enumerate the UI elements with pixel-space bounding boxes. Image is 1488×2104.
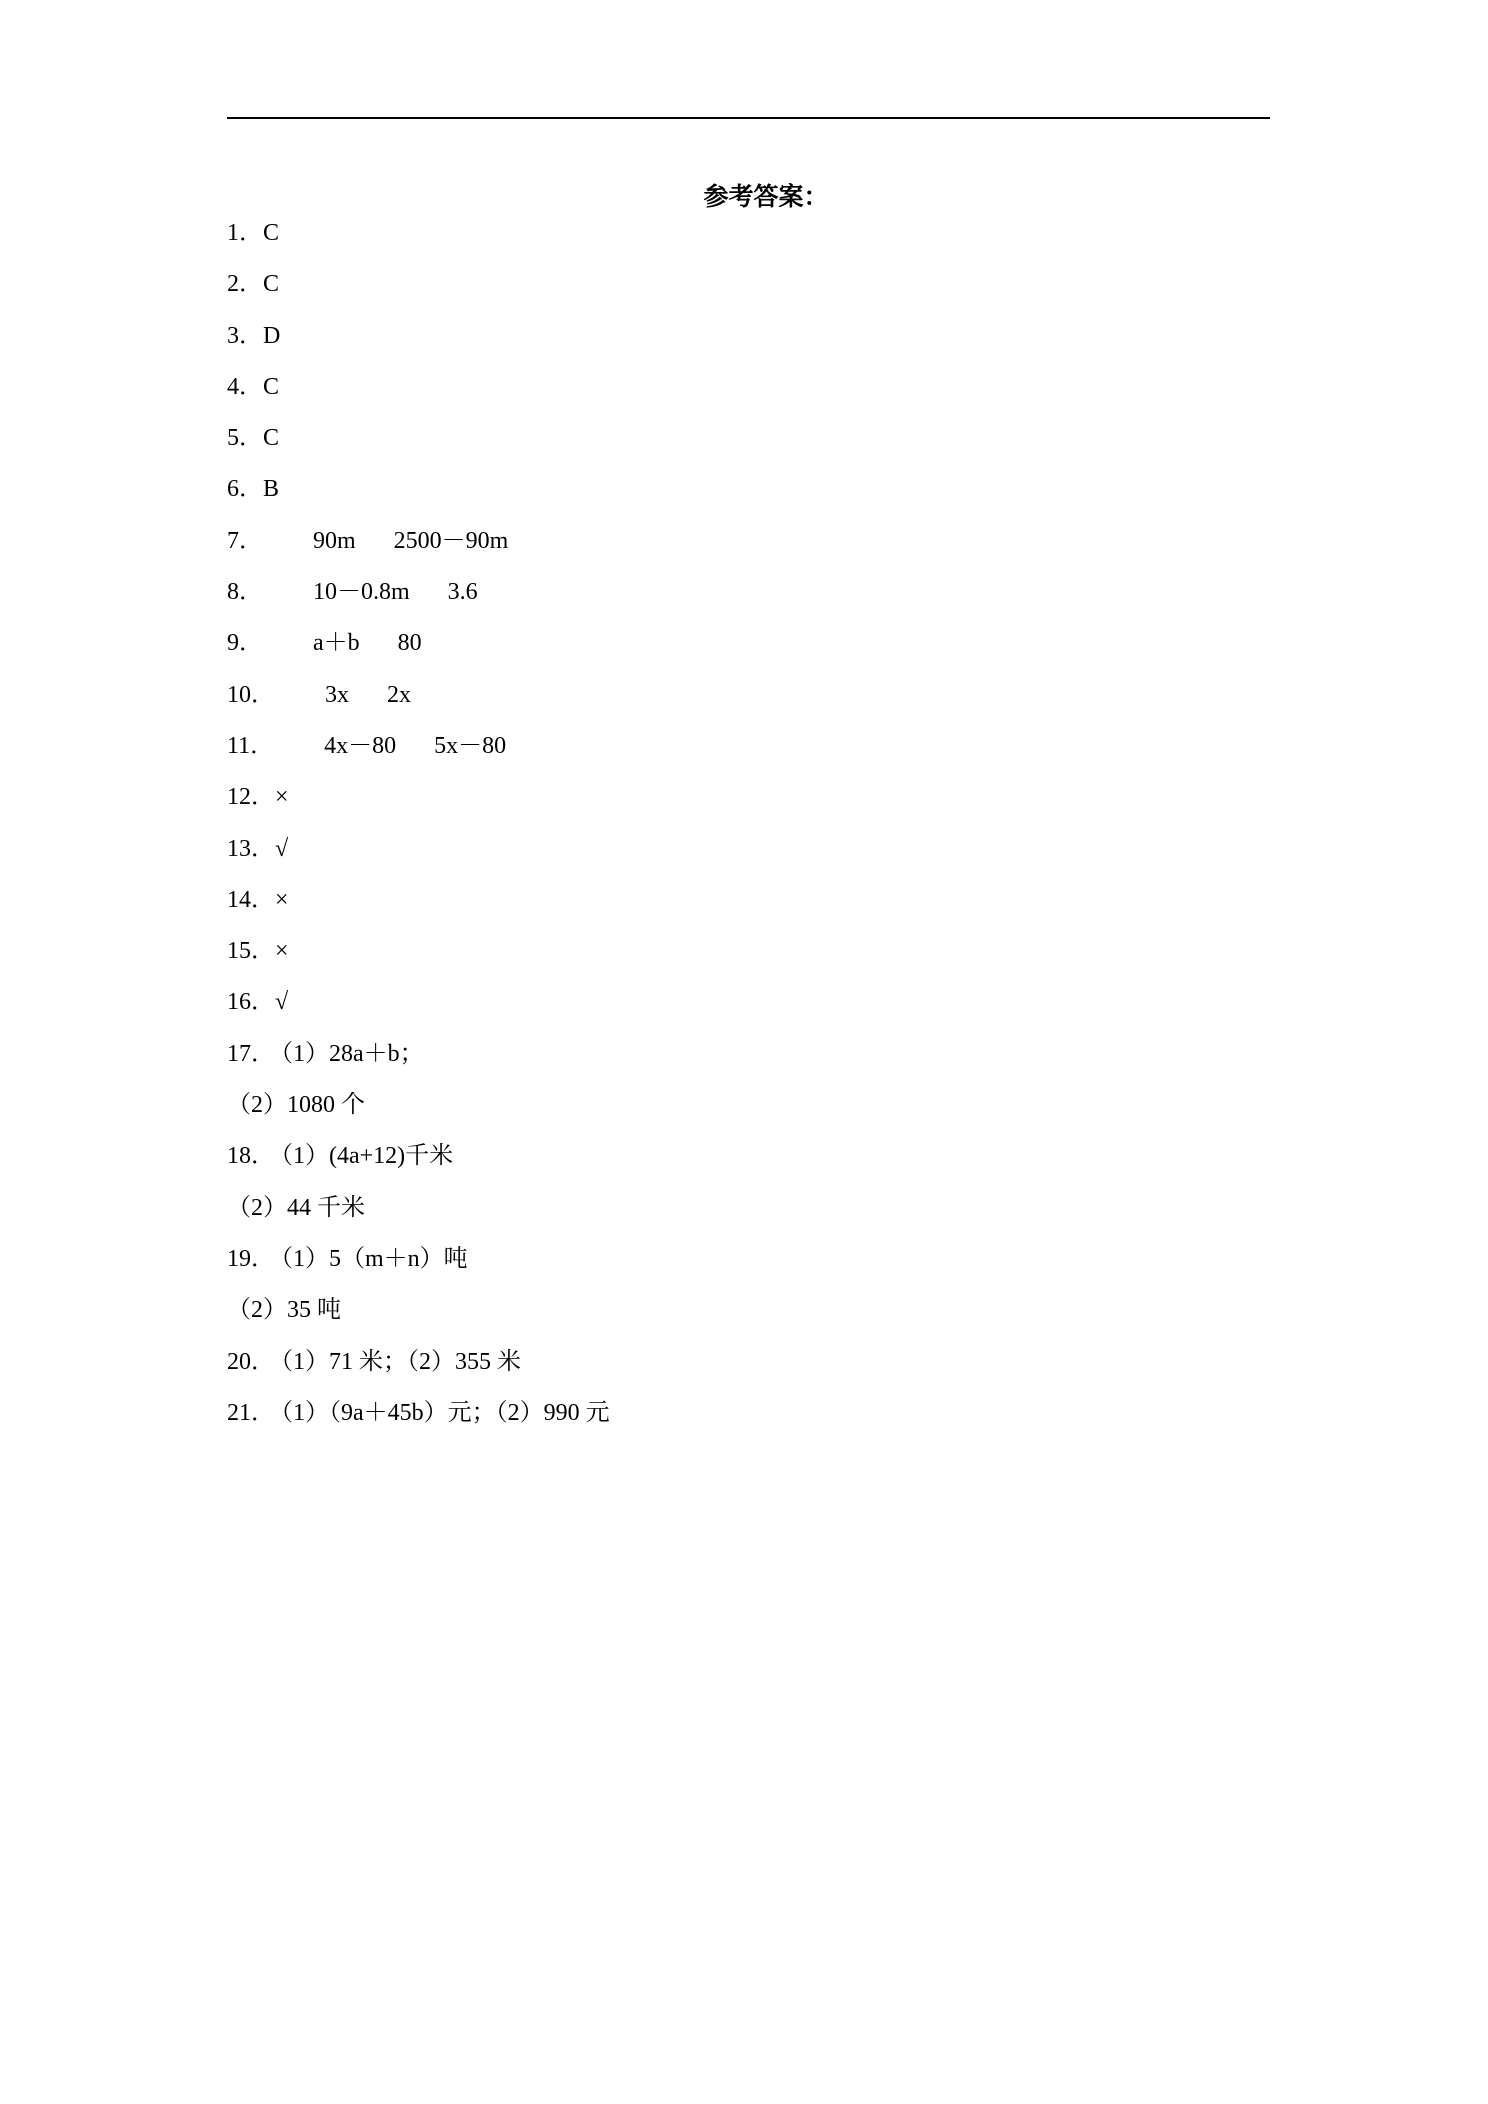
answer-number: 12． — [227, 784, 275, 811]
answer-number: 11． — [227, 732, 275, 759]
answer-text: （1）28a＋b； — [269, 1040, 424, 1067]
answer-text: （2）44 千米 — [227, 1194, 365, 1221]
answer-row — [227, 625, 1270, 676]
answer-row — [227, 1344, 1270, 1395]
answer-blank: 2x — [387, 681, 411, 708]
answer-number: 9． — [227, 630, 263, 657]
answer-text: （1）(4a+12)千米 — [269, 1143, 454, 1170]
answer-text: √ — [275, 835, 289, 862]
answer-number: 18． — [227, 1143, 275, 1170]
answer-row — [227, 779, 1270, 830]
answer-text: × — [275, 886, 289, 913]
answer-number: 14． — [227, 886, 275, 913]
answer-blank: 80 — [397, 630, 422, 657]
answer-number: 1． — [227, 220, 263, 246]
answer-number: 16． — [227, 989, 275, 1016]
header-rule — [227, 117, 1270, 119]
answer-number: 17． — [227, 1040, 275, 1067]
answer-blank: 90m — [313, 527, 356, 554]
answer-list — [227, 215, 1270, 1446]
answer-row — [227, 1138, 1270, 1189]
answer-row — [227, 318, 1270, 369]
answer-number: 3． — [227, 322, 263, 349]
answer-blank: a＋b — [313, 630, 360, 657]
answer-number: 7． — [227, 527, 263, 554]
answer-row — [227, 471, 1270, 522]
answer-blank: 5x－80 — [434, 732, 507, 759]
answer-text: C — [263, 425, 280, 452]
answer-number: 8． — [227, 579, 263, 606]
answer-text: C — [263, 220, 280, 246]
answer-number: 6． — [227, 476, 263, 503]
answer-row — [227, 1292, 1270, 1343]
answer-row — [227, 266, 1270, 317]
answer-text: （2）35 吨 — [227, 1297, 341, 1324]
answer-number: 15． — [227, 938, 275, 965]
answer-number: 4． — [227, 373, 263, 400]
answer-text: （1）5（m＋n）吨 — [269, 1245, 468, 1272]
answer-blank: 4x－80 — [324, 732, 397, 759]
answer-row — [227, 882, 1270, 933]
answer-blank: 2500－90m — [393, 527, 509, 554]
answer-text: C — [263, 271, 280, 298]
answer-row — [227, 933, 1270, 984]
answer-row — [227, 1395, 1270, 1446]
answer-text: × — [275, 784, 289, 811]
answer-number: 20． — [227, 1348, 275, 1375]
answer-blank: 10－0.8m — [313, 579, 410, 606]
answer-row — [227, 215, 1270, 266]
answer-row — [227, 1087, 1270, 1138]
answer-row — [227, 728, 1270, 779]
answer-text: × — [275, 938, 289, 965]
answer-number: 5． — [227, 425, 263, 452]
answer-blank: 3x — [325, 681, 349, 708]
answer-row — [227, 1190, 1270, 1241]
answer-row — [227, 984, 1270, 1035]
answer-text: √ — [275, 989, 289, 1016]
answer-row — [227, 1036, 1270, 1087]
answer-text: （2）1080 个 — [227, 1092, 365, 1119]
answer-row — [227, 1241, 1270, 1292]
answer-number: 13． — [227, 835, 275, 862]
answer-row — [227, 574, 1270, 625]
answer-number: 2． — [227, 271, 263, 298]
page-title: 参考答案： — [703, 184, 829, 211]
answer-row — [227, 831, 1270, 882]
answer-number: 19． — [227, 1245, 275, 1272]
answer-row — [227, 677, 1270, 728]
answer-text: （1）（9a＋45b）元；（2）990 元 — [269, 1399, 610, 1426]
answer-text: （1）71 米；（2）355 米 — [269, 1348, 521, 1375]
answer-row — [227, 420, 1270, 471]
answer-number: 21． — [227, 1399, 275, 1426]
answer-row — [227, 369, 1270, 420]
answer-text: B — [263, 476, 280, 503]
answer-number: 10． — [227, 681, 275, 708]
answer-text: C — [263, 373, 280, 400]
answer-row — [227, 523, 1270, 574]
answer-text: D — [263, 322, 281, 349]
answer-blank: 3.6 — [447, 579, 478, 606]
